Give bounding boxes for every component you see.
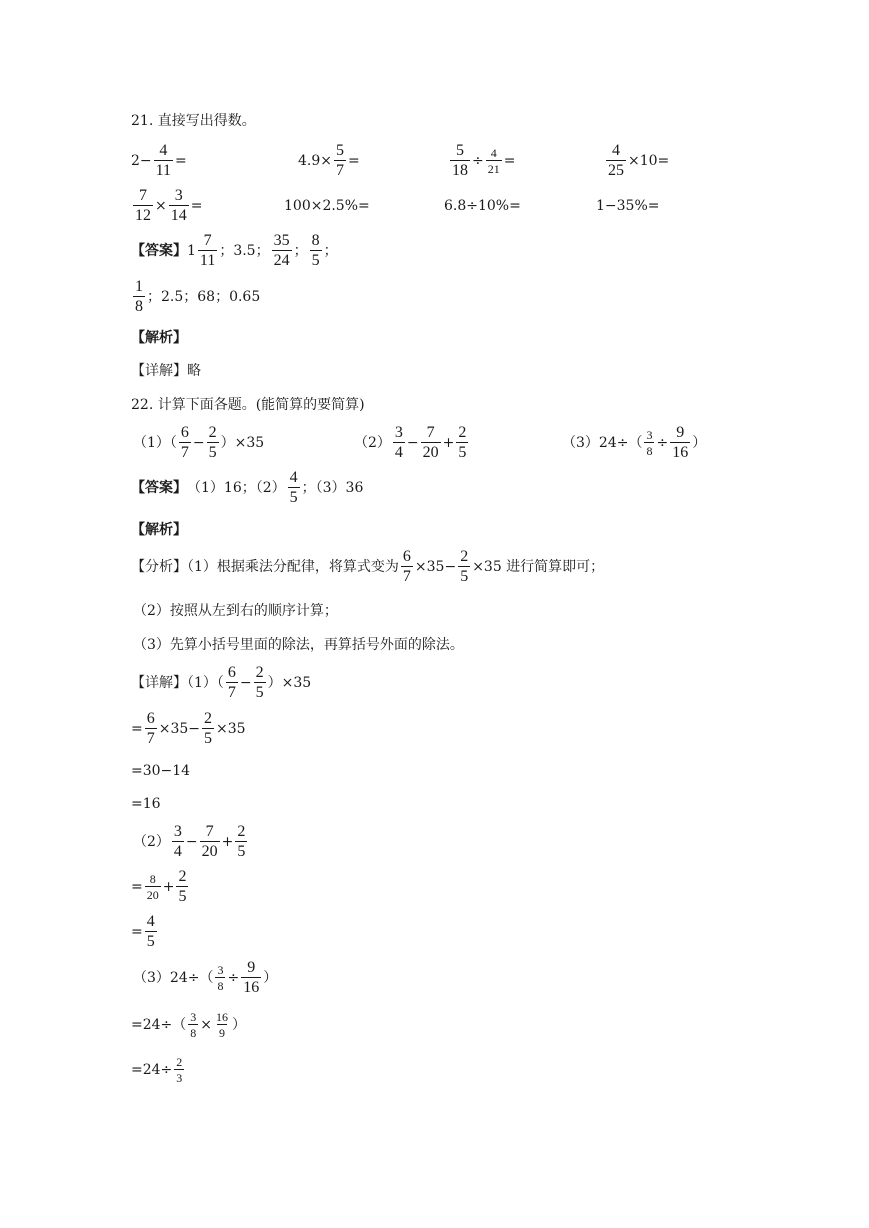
expr-text: 6.8÷10%= xyxy=(444,198,521,214)
fraction xyxy=(202,711,214,747)
numerator: 6 xyxy=(227,664,236,681)
denominator: 8 xyxy=(190,1026,197,1040)
operator: − xyxy=(239,675,252,691)
denominator: 3 xyxy=(176,1071,183,1085)
fraction xyxy=(198,233,217,269)
denominator: 5 xyxy=(208,444,217,461)
expr-text: （1）16；（2） xyxy=(187,480,286,496)
fraction xyxy=(456,425,468,461)
expr-text: ；（3）36 xyxy=(301,480,364,496)
denominator: 5 xyxy=(146,933,155,950)
denominator: 5 xyxy=(289,489,298,506)
numerator: 3 xyxy=(190,1010,197,1024)
numerator: 3 xyxy=(217,963,224,977)
expr-text: =30−14 xyxy=(131,763,191,779)
denominator: 4 xyxy=(173,843,182,860)
expr-text: ×35 xyxy=(216,721,246,737)
numerator: 9 xyxy=(676,424,685,441)
fraction xyxy=(458,549,470,585)
expr-text: =16 xyxy=(131,796,161,812)
q22-step3a xyxy=(131,1011,246,1039)
q21-title-text: 21. 直接写出得数。 xyxy=(131,113,256,129)
numerator: 7 xyxy=(426,424,435,441)
q21-item-f xyxy=(284,199,370,213)
denominator: 11 xyxy=(199,252,216,269)
denominator: 8 xyxy=(135,298,143,315)
denominator: 5 xyxy=(204,730,213,747)
numerator: 4 xyxy=(159,142,168,159)
fraction xyxy=(450,143,470,179)
fraction xyxy=(334,143,346,179)
expr-text: 1−35%= xyxy=(596,198,660,214)
q21-item-h xyxy=(596,199,660,213)
numerator: 6 xyxy=(146,710,155,727)
numerator: 2 xyxy=(178,868,187,885)
q22-title-text: 22. 计算下面各题。(能简算的要简算) xyxy=(131,397,365,413)
fraction xyxy=(207,425,219,461)
q22-part2 xyxy=(354,425,470,461)
numerator: 2 xyxy=(176,1055,183,1069)
denominator: 7 xyxy=(180,444,189,461)
numerator: 7 xyxy=(203,232,212,249)
operator: ÷ xyxy=(227,970,240,986)
fraction xyxy=(401,549,413,585)
q22-title xyxy=(131,398,365,412)
q22-part1 xyxy=(133,425,264,461)
expr-text: ×35 进行简算即可； xyxy=(472,559,605,575)
expr-text: （1）（ xyxy=(133,435,177,451)
expr-text: ×35− xyxy=(414,559,457,575)
fraction xyxy=(133,188,153,224)
q22-step1c xyxy=(131,797,161,811)
operator: − xyxy=(406,435,419,451)
fraction xyxy=(145,711,157,747)
fraction xyxy=(486,147,502,175)
expr-text: ） xyxy=(692,435,707,451)
denominator: 5 xyxy=(255,684,264,701)
expr-text: （2）按照从左到右的顺序计算； xyxy=(133,603,338,619)
numerator: 5 xyxy=(336,142,344,159)
fraction xyxy=(176,869,188,905)
denominator: 8 xyxy=(217,979,224,993)
q22-step3b xyxy=(131,1056,186,1084)
denominator: 25 xyxy=(608,162,624,179)
denominator: 11 xyxy=(155,162,172,179)
numerator: 4 xyxy=(146,913,155,930)
q21-answer-line1 xyxy=(131,233,338,269)
denominator: 4 xyxy=(394,444,403,461)
numerator: 8 xyxy=(149,872,156,886)
fraction xyxy=(145,873,161,901)
denominator: 16 xyxy=(243,979,260,996)
operator: × xyxy=(200,1017,213,1033)
fraction xyxy=(133,279,145,315)
denominator: 20 xyxy=(422,444,439,461)
q21-item-a xyxy=(131,143,187,179)
numerator: 7 xyxy=(139,187,147,204)
expr-text: ）×35 xyxy=(220,435,265,451)
denominator: 7 xyxy=(402,568,411,585)
numerator: 2 xyxy=(460,548,469,565)
numerator: 35 xyxy=(273,232,290,249)
q21-item-b xyxy=(298,143,360,179)
expr-text: = xyxy=(131,879,143,895)
numerator: 4 xyxy=(490,146,497,160)
q22-step1a xyxy=(131,711,246,747)
answer-label: 【答案】 xyxy=(131,480,187,496)
analysis-label: 【解析】 xyxy=(131,330,187,346)
expr-text: （3）24÷（ xyxy=(562,435,643,451)
numerator: 2 xyxy=(237,823,246,840)
expr-text: =24÷ xyxy=(131,1062,173,1078)
fraction xyxy=(215,964,225,992)
denominator: 20 xyxy=(146,888,159,902)
numerator: 8 xyxy=(311,232,320,249)
numerator: 3 xyxy=(173,823,182,840)
detail-text: 【详解】略 xyxy=(131,363,201,379)
denominator: 5 xyxy=(458,444,467,461)
numerator: 3 xyxy=(394,424,403,441)
fraction xyxy=(644,429,654,457)
q22-fenxi xyxy=(131,549,604,585)
fraction xyxy=(393,425,405,461)
q21-item-g xyxy=(444,199,521,213)
q21-item-e xyxy=(131,188,202,224)
expr-text: ×35− xyxy=(158,721,201,737)
denominator: 18 xyxy=(452,162,468,179)
operator: ÷ xyxy=(472,153,484,169)
numerator: 7 xyxy=(205,823,214,840)
analysis-label: 【解析】 xyxy=(131,522,187,538)
fraction xyxy=(288,470,300,506)
expr-text: = xyxy=(175,153,187,169)
expr-text: ）×35 xyxy=(267,675,312,691)
q21-title xyxy=(131,114,256,128)
operator: × xyxy=(155,198,167,214)
numerator: 6 xyxy=(402,548,411,565)
fraction xyxy=(145,914,157,950)
denominator: 21 xyxy=(487,162,500,176)
expr-text: 100×2.5%= xyxy=(284,198,370,214)
fraction xyxy=(179,425,191,461)
denominator: 5 xyxy=(237,843,246,860)
operator: − xyxy=(185,834,198,850)
numerator: 2 xyxy=(458,424,467,441)
expr-text: 【分析】（1）根据乘法分配律，将算式变为 xyxy=(131,559,399,575)
denominator: 24 xyxy=(273,252,290,269)
operator: + xyxy=(442,435,455,451)
q21-answer-line2 xyxy=(131,279,260,315)
numerator: 6 xyxy=(180,424,189,441)
fraction xyxy=(254,665,266,701)
denominator: 16 xyxy=(672,444,689,461)
q22-analysis-label xyxy=(131,523,187,537)
operator: + xyxy=(162,879,175,895)
numerator: 16 xyxy=(216,1010,229,1024)
numerator: 4 xyxy=(612,142,620,159)
fraction xyxy=(172,824,184,860)
q21-analysis-label xyxy=(131,331,187,345)
expr-text: 4.9× xyxy=(298,153,332,169)
q22-step1b xyxy=(131,764,190,778)
fraction xyxy=(214,1011,230,1039)
expr-text: = xyxy=(131,924,143,940)
expr-text: （2） xyxy=(133,834,170,850)
expr-text: （2） xyxy=(354,435,391,451)
q21-item-d xyxy=(604,143,669,179)
expr-text: ） xyxy=(232,1017,247,1033)
denominator: 14 xyxy=(170,207,187,224)
q22-detail2 xyxy=(133,824,249,860)
expr-text: = xyxy=(348,153,360,169)
denominator: 7 xyxy=(146,730,155,747)
expr-text: ； xyxy=(323,243,338,259)
denominator: 9 xyxy=(219,1026,226,1040)
fraction xyxy=(174,1056,184,1084)
expr-text: = xyxy=(190,198,203,214)
numerator: 2 xyxy=(204,710,213,727)
fraction xyxy=(310,233,322,269)
numerator: 9 xyxy=(247,959,256,976)
fraction xyxy=(226,665,238,701)
expr-text: ；3.5； xyxy=(219,243,270,259)
numerator: 1 xyxy=(135,278,143,295)
q22-detail1 xyxy=(131,665,311,701)
fraction xyxy=(670,425,690,461)
fraction xyxy=(200,824,220,860)
expr-text: ； xyxy=(293,243,308,259)
operator: ÷ xyxy=(656,435,669,451)
q22-detail3 xyxy=(133,960,277,996)
expr-text: 2− xyxy=(131,153,152,169)
denominator: 7 xyxy=(336,162,344,179)
denominator: 7 xyxy=(227,684,236,701)
denominator: 5 xyxy=(460,568,469,585)
q22-fenxi3 xyxy=(133,638,464,652)
operator: + xyxy=(221,834,234,850)
expr-text: （3）24÷（ xyxy=(133,970,214,986)
denominator: 5 xyxy=(311,252,320,269)
expr-text: ×10= xyxy=(628,153,670,169)
fraction xyxy=(154,143,173,179)
numerator: 4 xyxy=(289,469,298,486)
denominator: 8 xyxy=(646,444,653,458)
fraction xyxy=(188,1011,198,1039)
numerator: 3 xyxy=(646,428,653,442)
fraction xyxy=(241,960,261,996)
q21-detail xyxy=(131,364,201,378)
numerator: 3 xyxy=(174,187,183,204)
numerator: 5 xyxy=(456,142,464,159)
q22-part3 xyxy=(562,425,706,461)
answer-label: 【答案】 xyxy=(131,243,187,259)
q22-step2a xyxy=(131,869,190,905)
numerator: 2 xyxy=(208,424,217,441)
operator: − xyxy=(192,435,205,451)
expr-text: （3）先算小括号里面的除法，再算括号外面的除法。 xyxy=(133,637,464,653)
expr-text: = xyxy=(503,153,516,169)
fraction xyxy=(235,824,247,860)
expr-text: 【详解】（1）（ xyxy=(131,675,224,691)
fraction xyxy=(606,143,626,179)
q22-fenxi2 xyxy=(133,604,338,618)
fraction xyxy=(421,425,441,461)
expr-text: ） xyxy=(263,970,278,986)
q21-item-c xyxy=(448,143,515,179)
fraction xyxy=(169,188,189,224)
fraction xyxy=(272,233,292,269)
numerator: 2 xyxy=(255,664,264,681)
denominator: 5 xyxy=(178,888,187,905)
q22-step2b xyxy=(131,914,159,950)
expr-text: ；2.5；68；0.65 xyxy=(147,289,261,305)
denominator: 20 xyxy=(201,843,218,860)
expr-text: =24÷（ xyxy=(131,1017,187,1033)
q22-answer xyxy=(131,470,363,506)
expr-text: = xyxy=(131,721,143,737)
denominator: 12 xyxy=(135,207,151,224)
mixed-whole: 1 xyxy=(187,243,196,259)
